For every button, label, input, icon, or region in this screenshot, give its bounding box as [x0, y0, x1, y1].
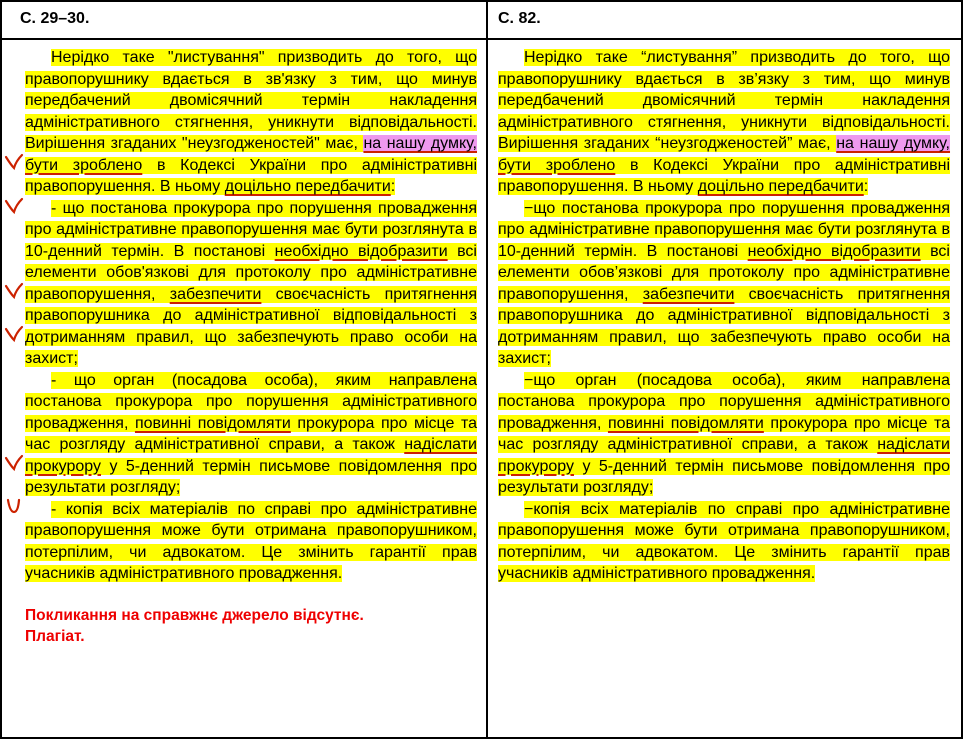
table-column-divider — [486, 0, 488, 739]
left-paragraph-2: - що постанова прокурора про порушення провадження про адміністративне правопорушення має бути розглянута в 10-денний термін. В постанові необхідно відобразити всі елементи обов'язкові для протоколу про адміністративне правопорушення, забезпечити своєчасність притягнення правопорушника до адміністративної відповідальності з дотриманням правил, що забезпечують право особи на захист; — [25, 199, 477, 367]
marked-phrase: на нашу думку, — [363, 135, 478, 152]
table-border-right — [961, 0, 963, 739]
right-column-text — [498, 47, 950, 585]
marked-phrase: на нашу думку, — [836, 135, 951, 152]
left-paragraph-3: - що орган (посадова особа), яким направлена постанова прокурора про порушення адміністративного провадження, повинні повідомляти прокурора про місце та час розгляду адміністративної справи, а також надіслати прокурору у 5-денний термін письмове повідомлення про результати розгляду; — [25, 371, 478, 496]
check-mark-icon — [3, 323, 25, 343]
marked-phrase: бути зроблено — [498, 156, 616, 174]
table-border-bottom — [0, 737, 963, 739]
marked-phrase: забезпечити — [169, 285, 262, 303]
check-mark-icon — [3, 452, 25, 472]
marked-phrase: доцільно передбачити — [697, 178, 864, 195]
check-mark-icon — [3, 195, 25, 215]
right-paragraph-3: −що орган (посадова особа), яким направлена постанова прокурора про порушення адміністративного провадження, повинні повідомляти прокурора про місце та час розгляду адміністративної справи, а також надіслати прокурору у 5-денний термін письмове повідомлення про результати розгляду; — [498, 371, 951, 496]
left-paragraph-4: - копія всіх матеріалів по справі про адміністративне правопорушення може бути отримана правопорушником, потерпілим, чи адвокатом. Це змінить гарантії прав учасників адміністративного провадження. — [25, 500, 477, 582]
plagiarism-verdict — [25, 605, 477, 647]
left-column-header: С. 29–30. — [20, 10, 90, 27]
table-header-divider — [0, 38, 963, 40]
table-border-left — [0, 0, 2, 739]
left-column-text — [25, 47, 477, 647]
marked-phrase: повинні повідомляти — [134, 414, 291, 432]
marked-phrase: необхідно відобразити — [747, 242, 921, 260]
right-paragraph-1: Нерідко таке “листування” призводить до того, що правопорушнику вдається в зв’язку з тим, що минув передбачений двомісячний термін накладення адміністративного стягнення, уникнути відповідальності. Вирішення згаданих “неузгодженостей” має, на нашу думку, бути зроблено в Кодексі України про адміністративні правопорушення. В ньому доцільно передбачити: — [498, 49, 951, 195]
check-mark-icon — [3, 151, 25, 171]
marked-phrase: бути зроблено — [25, 156, 143, 174]
marked-phrase: доцільно передбачити — [224, 178, 391, 195]
right-paragraph-4: −копія всіх матеріалів по справі про адміністративне правопорушення може бути отримана правопорушником, потерпілим, чи адвокатом. Це змінить гарантії прав учасників адміністративного провадження. — [498, 500, 950, 582]
marked-phrase: повинні повідомляти — [607, 414, 764, 432]
table-border-top — [0, 0, 963, 2]
check-mark-icon — [3, 280, 25, 300]
right-paragraph-2: −що постанова прокурора про порушення провадження про адміністративне правопорушення має бути розглянута в 10-денний термін. В постанові необхідно відобразити всі елементи обов’язкові для протоколу про адміністративне правопорушення, забезпечити своєчасність притягнення правопорушника до адміністративної відповідальності з дотриманням правил, що забезпечують право особи на захист; — [498, 199, 950, 367]
check-mark-icon — [3, 496, 25, 516]
verdict-line-1: Покликання на справжнє джерело відсутнє. — [25, 606, 364, 624]
verdict-line-2: Плагіат. — [25, 627, 85, 645]
marked-phrase: забезпечити — [642, 285, 735, 303]
marked-phrase: надіслати прокурору — [25, 436, 477, 475]
marked-phrase: необхідно відобразити — [274, 242, 448, 260]
right-column-header: С. 82. — [498, 10, 541, 27]
left-paragraph-1: Нерідко таке "листування" призводить до того, що правопорушнику вдається в зв'язку з тим, що минув передбачений двомісячний термін накладення адміністративного стягнення, уникнути відповідальності. Вирішення згаданих "неузгодженостей" має, на нашу думку, бути зроблено в Кодексі України про адміністративні правопорушення. В ньому доцільно передбачити: — [25, 49, 478, 195]
marked-phrase: надіслати прокурору — [498, 436, 950, 475]
